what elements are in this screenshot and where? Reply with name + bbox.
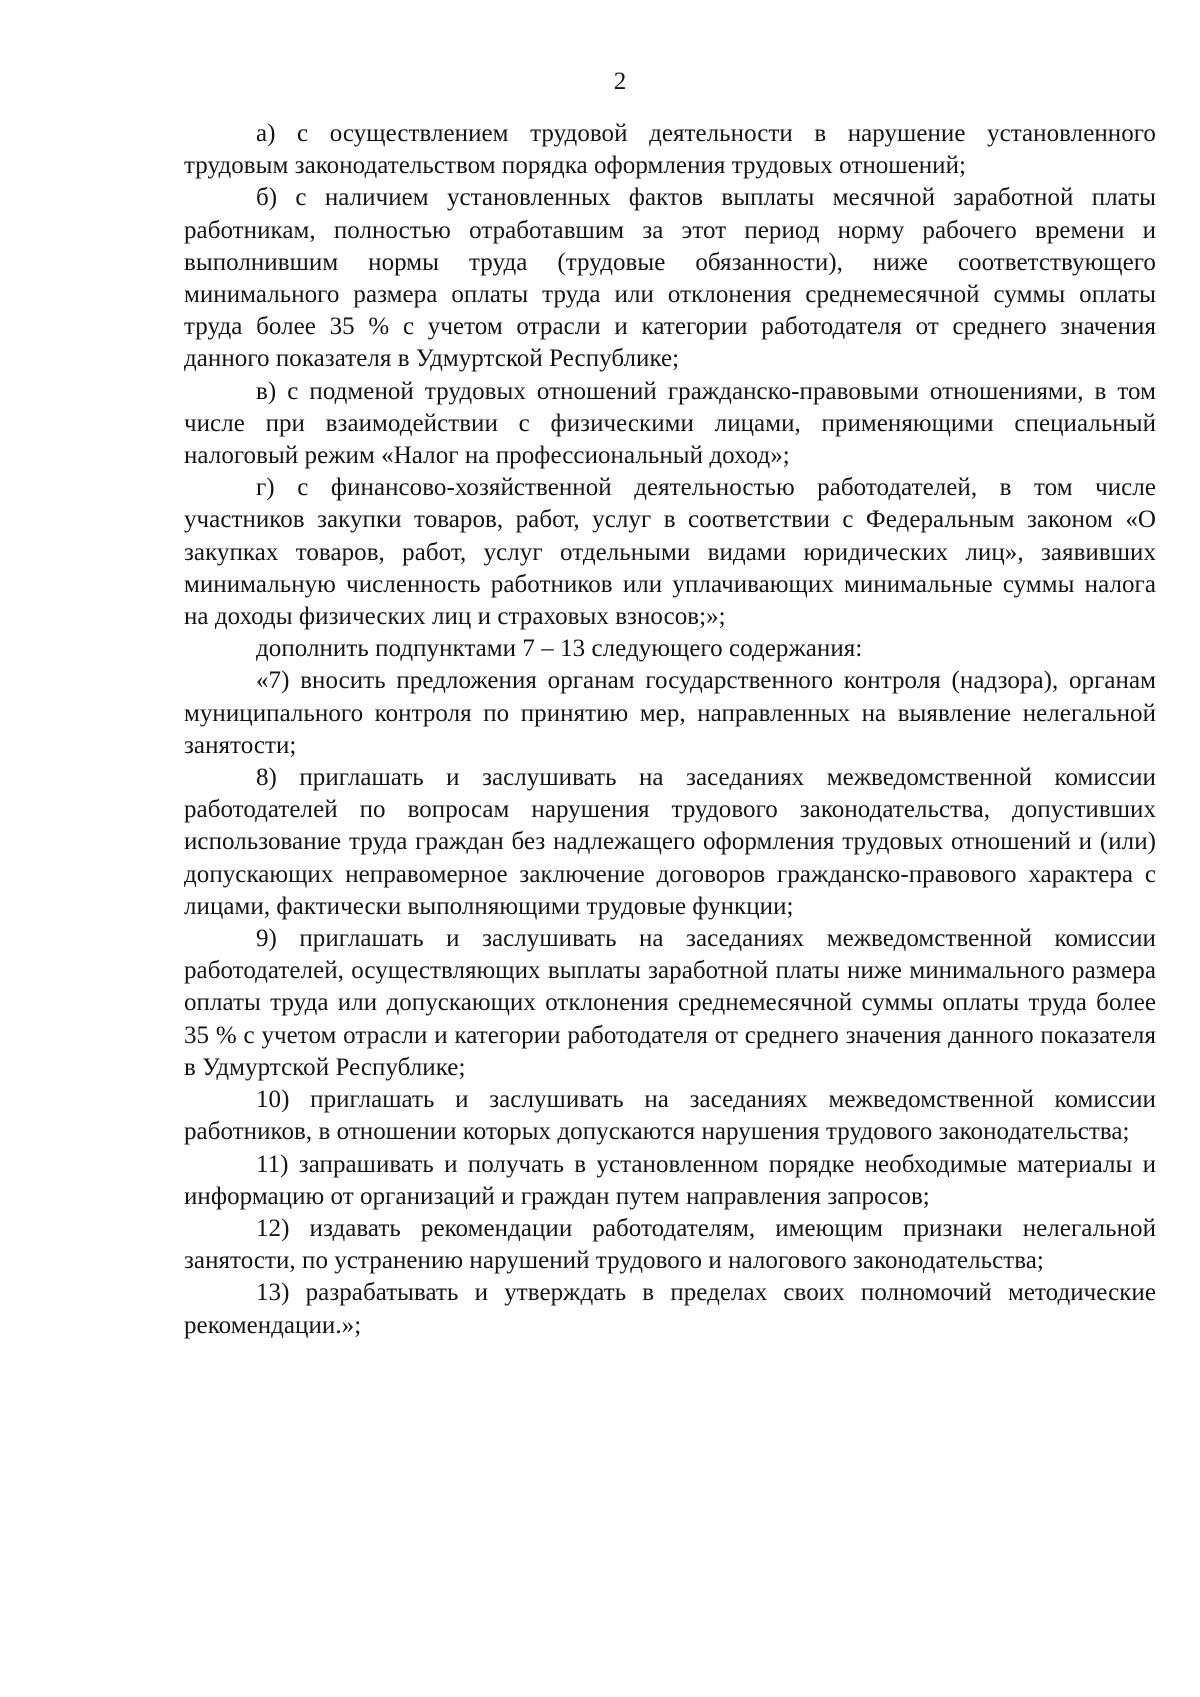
paragraph-supplement-intro: дополнить подпунктами 7 – 13 следующего содержания: <box>256 635 863 663</box>
document-body <box>184 118 1156 1342</box>
paragraph-item-10: 10) приглашать и заслушивать на заседаниях межведомственной комиссии работников, в отношении которых допускаются нарушения трудового законодательства; <box>184 1086 1156 1146</box>
paragraph-b: б) с наличием установленных фактов выплаты месячной заработной платы работникам, полностью отработавшим за этот период норму рабочего времени и выполнившим нормы труда (трудовые обязанности), ниже соответствующего минимального размера оплаты труда или отклонения среднемесячной суммы оплаты труда более 35 % с учетом отрасли и категории работодателя от среднего значения данного показателя в Удмуртской Республике; <box>184 184 1156 373</box>
paragraph-a: а) с осуществлением трудовой деятельности в нарушение установленного трудовым законодательством порядка оформления трудовых отношений; <box>184 120 1156 180</box>
paragraph-item-8: 8) приглашать и заслушивать на заседаниях межведомственной комиссии работодателей по вопросам нарушения трудового законодательства, допустивших использование труда граждан без надлежащего оформления трудовых отношений и (или) допускающих неправомерное заключение договоров гражданско-правового характера с лицами, фактически выполняющими трудовые функции; <box>184 764 1156 920</box>
paragraph-item-11: 11) запрашивать и получать в установленном порядке необходимые материалы и информацию от организаций и граждан путем направления запросов; <box>184 1150 1156 1210</box>
paragraph-item-12: 12) издавать рекомендации работодателям, имеющим признаки нелегальной занятости, по устранению нарушений трудового и налогового законодательства; <box>184 1214 1156 1275</box>
paragraph-item-7: «7) вносить предложения органам государственного контроля (надзора), органам муниципального контроля по принятию мер, направленных на выявление нелегальной занятости; <box>184 667 1156 759</box>
paragraph-g: г) с финансово-хозяйственной деятельностью работодателей, в том числе участников закупки товаров, работ, услуг в соответствии с Федеральным законом «О закупках товаров, работ, услуг отдельными видами юридических лиц», заявивших минимальную численность работников или уплачивающих минимальные суммы налога на доходы физических лиц и страховых взносов;»; <box>184 474 1156 631</box>
page-number: 2 <box>613 68 627 95</box>
paragraph-v: в) с подменой трудовых отношений гражданско-правовыми отношениями, в том числе при взаимодействии с физическими лицами, применяющими специальный налоговый режим «Налог на профессиональный доход»; <box>184 377 1156 470</box>
paragraph-item-9: 9) приглашать и заслушивать на заседаниях межведомственной комиссии работодателей, осуществляющих выплаты заработной платы ниже минимального размера оплаты труда или допускающих отклонения среднемесячной суммы оплаты труда более 35 % с учетом отрасли и категории работодателя от среднего значения данного показателя в Удмуртской Республике; <box>184 925 1156 1081</box>
paragraph-item-13: 13) разрабатывать и утверждать в пределах своих полномочий методические рекомендации.»; <box>184 1279 1156 1339</box>
